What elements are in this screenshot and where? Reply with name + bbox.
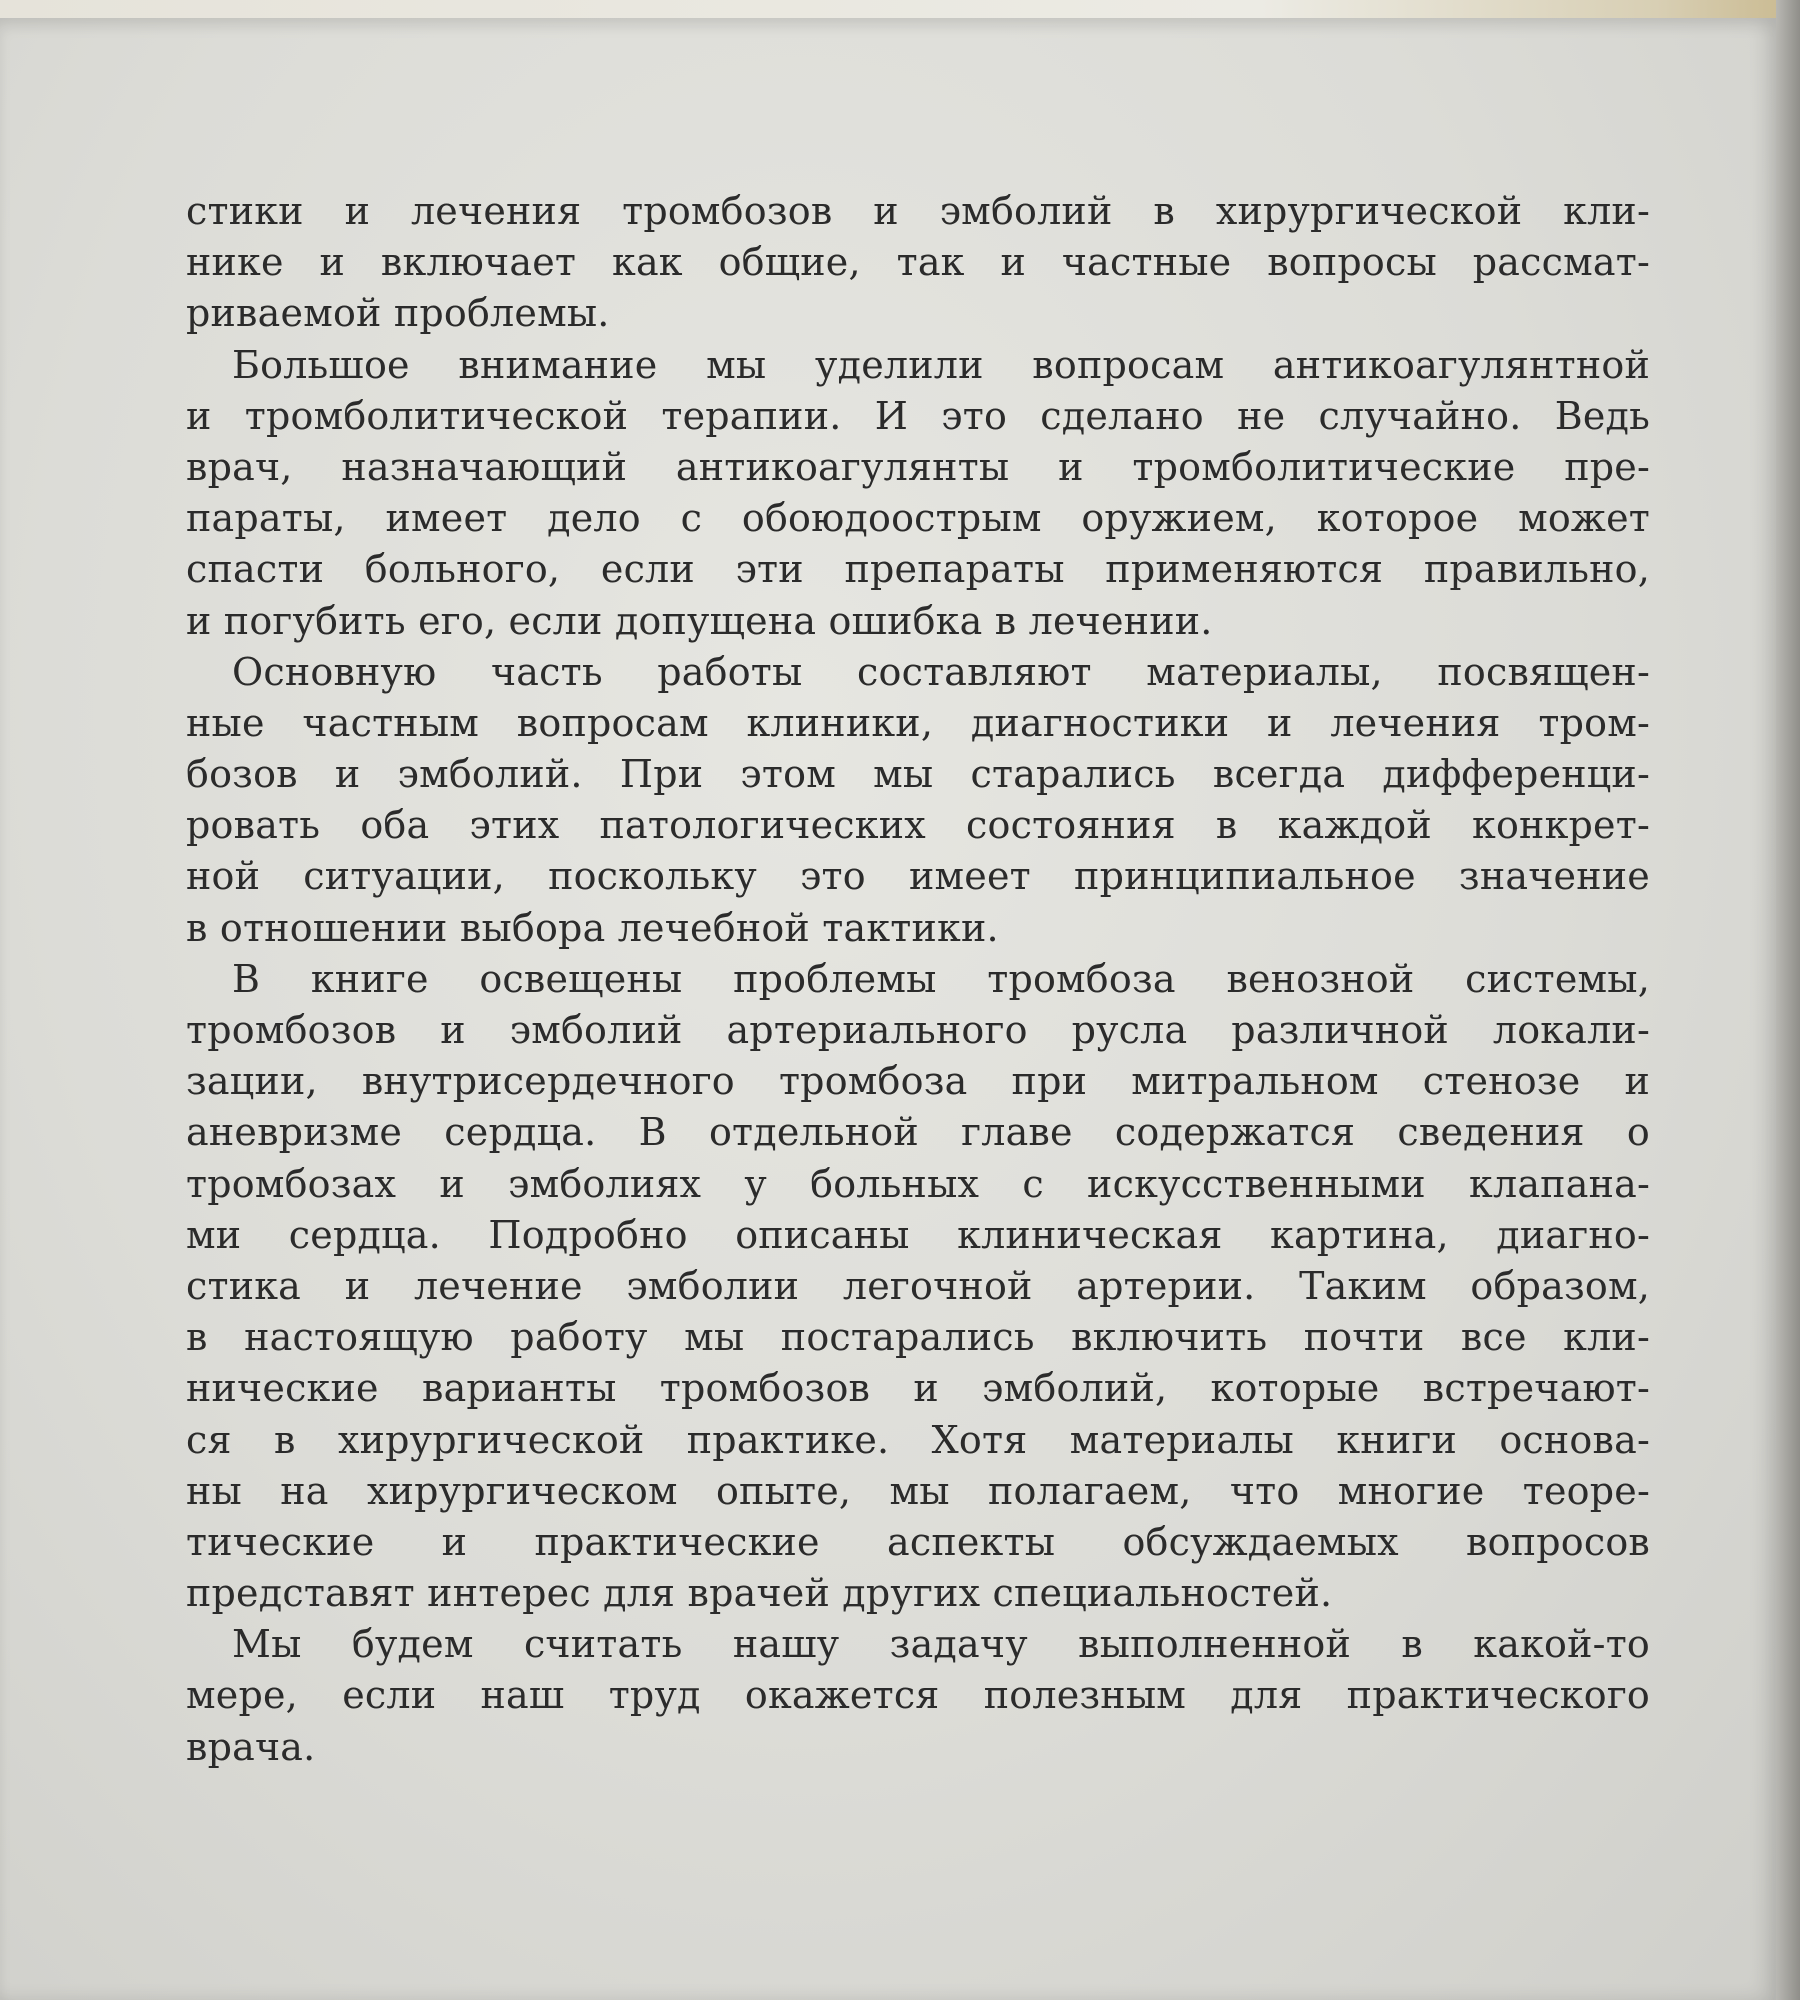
- text-line: врач, назначающий антикоагулянты и тромболитические пре-: [186, 444, 1650, 489]
- scan-background-right: [1776, 0, 1800, 2000]
- text-line: и погубить его, если допущена ошибка в лечении.: [186, 598, 1213, 643]
- text-line: бозов и эмболий. При этом мы старались всегда дифференци-: [186, 752, 1650, 797]
- text-line: ной ситуации, поскольку это имеет принципиальное значение: [186, 854, 1650, 899]
- text-line: зации, внутрисердечного тромбоза при митральном стенозе и: [186, 1059, 1650, 1104]
- text-line: В книге освещены проблемы тромбоза венозной системы,: [232, 956, 1650, 1001]
- text-line: ся в хирургической практике. Хотя материалы книги основа-: [186, 1417, 1650, 1462]
- text-line: ми сердца. Подробно описаны клиническая картина, диагно-: [186, 1212, 1650, 1257]
- text-line: нические варианты тромбозов и эмболий, которые встречают-: [186, 1366, 1650, 1411]
- text-line: ные частным вопросам клиники, диагностики и лечения тром-: [186, 700, 1650, 745]
- text-line: тромбозов и эмболий артериального русла различной локали-: [186, 1008, 1650, 1052]
- text-line: Мы будем считать нашу задачу выполненной в какой-то: [232, 1622, 1650, 1667]
- text-line: и тромболитической терапии. И это сделано не случайно. Ведь: [186, 393, 1650, 438]
- text-line: аневризме сердца. В отдельной главе содержатся сведения о: [186, 1110, 1650, 1155]
- text-line: в отношении выбора лечебной тактики.: [186, 905, 999, 950]
- text-line: в настоящую работу мы постарались включить почти все кли-: [186, 1315, 1650, 1360]
- text-line: параты, имеет дело с обоюдоострым оружием, которое может: [186, 496, 1650, 541]
- text-line: мере, если наш труд окажется полезным для практического: [186, 1673, 1650, 1718]
- text-line: тромбозах и эмболиях у больных с искусственными клапана-: [186, 1161, 1650, 1206]
- text-line: ны на хирургическом опыте, мы полагаем, что многие теоре-: [186, 1468, 1650, 1513]
- text-line: тические и практические аспекты обсуждаемых вопросов: [186, 1519, 1650, 1564]
- text-line: Основную часть работы составляют материалы, посвящен-: [232, 649, 1650, 694]
- text-line: ровать оба этих патологических состояния в каждой конкрет-: [186, 803, 1650, 848]
- text-line: спасти больного, если эти препараты применяются правильно,: [186, 547, 1650, 592]
- text-line: нике и включает как общие, так и частные вопросы рассмат-: [186, 240, 1650, 285]
- text-line: врача.: [186, 1724, 316, 1769]
- text-line: представят интерес для врачей других специальностей.: [186, 1571, 1333, 1616]
- page-body-text: [186, 186, 1650, 1773]
- text-line: риваемой проблемы.: [186, 291, 610, 336]
- text-line: стика и лечение эмболии легочной артерии. Таким образом,: [186, 1263, 1650, 1308]
- text-line: Большое внимание мы уделили вопросам антикоагулянтной: [232, 342, 1650, 387]
- text-line: стики и лечения тромбозов и эмболий в хирургической кли-: [186, 189, 1650, 233]
